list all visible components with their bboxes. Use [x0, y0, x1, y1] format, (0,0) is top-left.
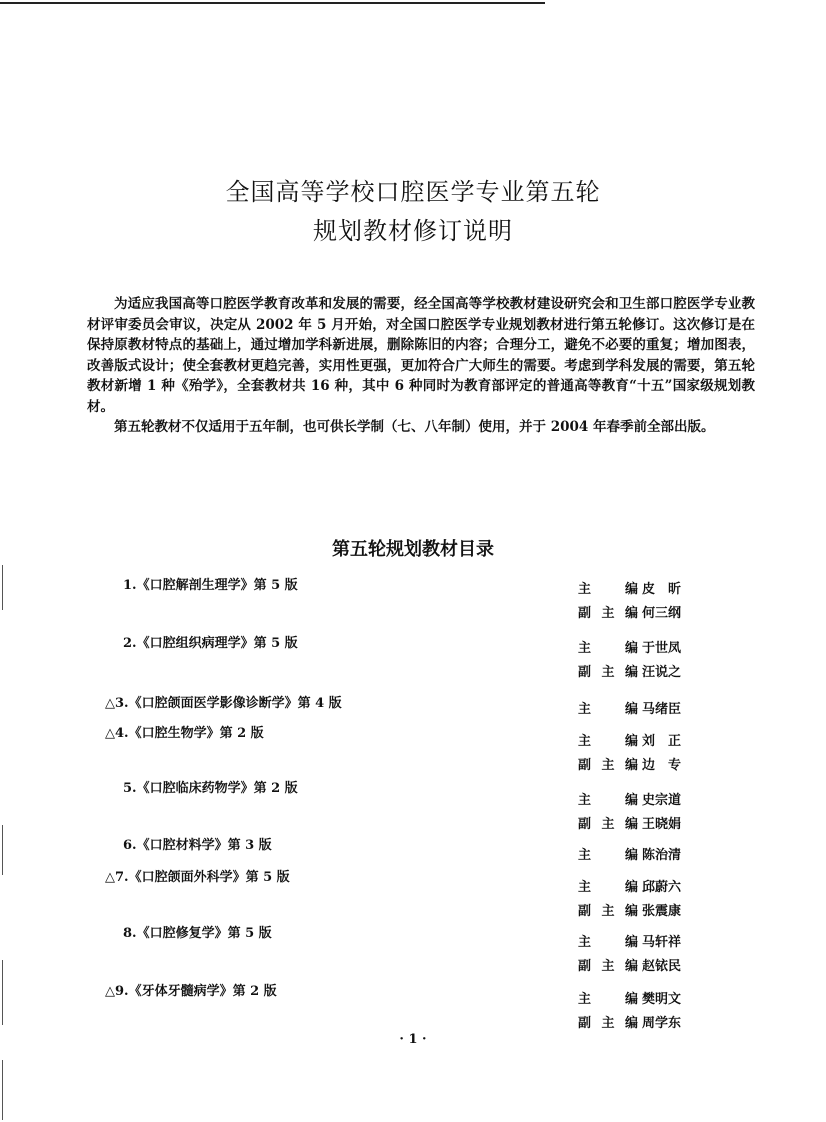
paragraph: 第五轮教材不仅适用于五年制，也可供长学制（七、八年制）使用，并于 2004 年春季前全部出版。	[114, 419, 715, 435]
editor-name: 周学东	[642, 1016, 682, 1031]
page-title-line2: 规划教材修订说明	[313, 217, 513, 245]
toc-editor-row	[578, 578, 681, 597]
toc-editor-row	[578, 698, 681, 717]
editor-name: 汪说之	[642, 665, 682, 680]
toc-editor-row	[578, 876, 681, 895]
toc-editor-row	[578, 661, 681, 680]
editor-role: 副主编	[578, 817, 638, 832]
toc-editor-row	[578, 637, 681, 656]
editor-name: 边 专	[642, 758, 682, 773]
editor-role: 副主编	[578, 665, 638, 680]
editor-role: 主编	[578, 641, 638, 656]
editor-role: 主编	[578, 582, 638, 597]
editor-name: 陈治清	[642, 848, 682, 863]
editor-name: 王晓娟	[642, 817, 682, 832]
editor-name: 张震康	[642, 904, 682, 919]
page-number: · 1 ·	[399, 1032, 427, 1047]
editor-name: 樊明文	[642, 992, 682, 1007]
toc-editor-row	[578, 730, 681, 749]
editor-name: 赵铱民	[642, 959, 682, 974]
top-rule	[0, 2, 545, 4]
toc-editor-row	[578, 931, 681, 950]
scan-edge-mark	[2, 565, 3, 610]
scan-edge-mark	[2, 1060, 3, 1120]
editor-role: 副主编	[578, 1016, 638, 1031]
toc-editor-row	[578, 900, 681, 919]
toc-book-title: 6.《口腔材料学》第 3 版	[123, 838, 272, 853]
toc-title: 第五轮规划教材目录	[332, 539, 494, 560]
editor-role: 主编	[578, 992, 638, 1007]
editor-name: 邱蔚六	[642, 880, 682, 895]
toc-book-title: △9.《牙体牙髓病学》第 2 版	[105, 984, 277, 999]
editor-role: 主编	[578, 793, 638, 808]
toc-book-title: 2.《口腔组织病理学》第 5 版	[123, 636, 298, 651]
editor-role: 主编	[578, 848, 638, 863]
editor-role: 主编	[578, 880, 638, 895]
toc-editor-row	[578, 955, 681, 974]
scan-edge-mark	[2, 825, 3, 875]
toc-book-title: △3.《口腔颌面医学影像诊断学》第 4 版	[105, 696, 342, 711]
intro-text	[87, 294, 755, 438]
scan-edge-mark	[2, 960, 3, 1025]
editor-role: 主编	[578, 935, 638, 950]
toc-book-title: 5.《口腔临床药物学》第 2 版	[123, 781, 298, 796]
editor-role: 副主编	[578, 959, 638, 974]
editor-name: 马轩祥	[642, 935, 682, 950]
toc-editor-row	[578, 988, 681, 1007]
toc-book-title: 1.《口腔解剖生理学》第 5 版	[123, 578, 298, 593]
editor-role: 副主编	[578, 904, 638, 919]
toc-book-title: 8.《口腔修复学》第 5 版	[123, 926, 272, 941]
editor-role: 副主编	[578, 758, 638, 773]
toc-editor-row	[578, 602, 681, 621]
editor-role: 副主编	[578, 606, 638, 621]
toc-book-title: △7.《口腔颌面外科学》第 5 版	[105, 870, 290, 885]
editor-name: 皮 昕	[642, 582, 682, 597]
editor-name: 马绪臣	[642, 702, 682, 717]
editor-name: 何三纲	[642, 606, 682, 621]
toc-editor-row	[578, 844, 681, 863]
toc-editor-row	[578, 813, 681, 832]
editor-name: 史宗道	[642, 793, 682, 808]
toc-editor-row	[578, 754, 681, 773]
toc-editor-row	[578, 789, 681, 808]
page-title-line1: 全国高等学校口腔医学专业第五轮	[225, 178, 601, 206]
editor-role: 主编	[578, 734, 638, 749]
editor-name: 刘 正	[642, 734, 682, 749]
editor-role: 主编	[578, 702, 638, 717]
toc-book-title: △4.《口腔生物学》第 2 版	[105, 726, 264, 741]
editor-name: 于世凤	[642, 641, 682, 656]
paragraph: 为适应我国高等口腔医学教育改革和发展的需要，经全国高等学校教材建设研究会和卫生部口腔医学专业教材评审委员会审议，决定从 2002 年 5 月开始，对全国口腔医学专业规划教材进行第五轮修订。这次修订是在保持原教材特点的基础上，通过增加学科新进展，删除陈旧的内容；合理分工，避免不必要的重复；增加图表，改善版式设计；使全套教材更趋完善，实用性更强，更加符合广大师生的需要。考虑到学科发展的需要，第五轮教材新增 1 种《殆学》，全套教材共 16 种，其中 6 种同时为教育部评定的普通高等教育“十五”国家级规划教材。	[87, 296, 755, 415]
toc-editor-row	[578, 1012, 681, 1031]
